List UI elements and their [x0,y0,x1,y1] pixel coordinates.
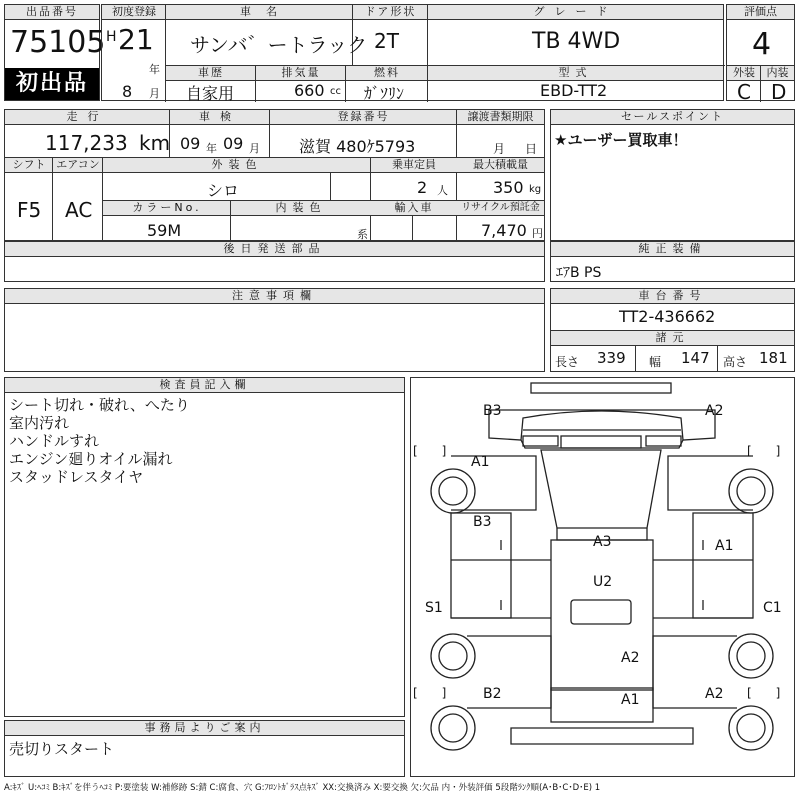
bracket-right-bottom: [ ] [747,686,781,700]
notes-label: 注意事項欄 [5,289,544,304]
int-color-unit: 系 [357,228,368,241]
bracket-left-top: [ ] [413,444,447,458]
doors: 2T [374,29,399,53]
chassis-box [550,288,795,372]
model-label: 型式 [428,66,723,81]
era: H [106,29,117,45]
first-listing-text: 初出品 [15,71,88,96]
capacity: 2 [417,178,428,197]
damage-mark-a3: A3 [593,534,612,550]
damage-diagram [410,377,795,777]
genuine-equipment: ｴｱB PS [556,265,602,281]
history-label: 車歴 [166,66,256,81]
damage-mark-a1-bottom: A1 [621,692,640,708]
mileage-label: 走行 [5,110,170,125]
genuine-label: 純正装備 [551,242,794,257]
grade-label: グレード [428,5,723,20]
damage-mark-a1-left: A1 [471,454,490,470]
inspector-notes [9,396,399,486]
displacement: 660 [294,81,325,100]
interior-label: 内装 [761,66,794,81]
car-name: サンバ゛ートラック [190,33,368,57]
max-load-label: 最大積載量 [457,158,544,173]
recycle-fee: 7,470 [481,221,527,240]
inspection-label: 車検 [170,110,270,125]
inspection-month-unit: 月 [249,142,260,155]
sales-point: ★ユーザー買取車！ [554,131,688,149]
damage-mark-a2-bottom: A2 [705,686,724,702]
fuel: ｶﾞｿﾘﾝ [364,84,405,103]
later-parts-box [4,241,545,282]
ac-label: エアコン [53,158,103,173]
score-box [726,4,795,104]
exterior-label: 外装 [727,66,761,81]
exterior-grade: C [737,80,751,104]
max-load-unit: kg [529,184,542,195]
damage-mark-c1: C1 [763,600,782,616]
sales-point-box [550,109,795,241]
dims-label: 諸元 [551,330,794,346]
plate-number: 滋賀 480ｹ5793 [299,137,416,156]
bracket-left-bottom: [ ] [413,686,447,700]
year-unit: 年 [149,63,160,76]
inspector-note: シート切れ・破れ、へたり [9,396,190,414]
fuel-label: 燃料 [346,66,428,81]
ac: AC [65,198,93,222]
mileage-unit: km [139,131,171,155]
damage-mark-b3-left: B3 [473,514,492,530]
ext-color-label: 外装色 [103,158,371,173]
score-label: 評価点 [727,5,794,20]
first-listing-badge [5,68,99,100]
damage-mark-u2: U2 [593,574,613,590]
inspection-year-unit: 年 [206,142,217,155]
capacity-unit: 人 [437,184,448,197]
car-name-label: 車 名 [166,5,353,20]
recycle-unit: 円 [532,227,543,240]
lot-number-label: 出品番号 [5,5,99,20]
import-label: 輸入車 [371,201,457,216]
inspector-note: エンジン廻りオイル漏れ [9,450,173,468]
damage-mark-a2-mid: A2 [621,650,640,666]
history: 自家用 [186,84,235,103]
plate-label: 登録番号 [270,110,457,125]
transfer-label: 譲渡書類期限 [457,110,544,125]
mileage: 117,233 [45,131,128,155]
first-reg-year: 21 [118,23,154,56]
inspector-label: 検査員記入欄 [5,378,404,393]
displacement-label: 排気量 [256,66,346,81]
damage-mark-s1: S1 [425,600,443,616]
transfer-month-unit: 月 [493,142,506,156]
damage-mark-b2: B2 [483,686,502,702]
notes-box [4,288,545,372]
inspector-note: スタッドレスタイヤ [9,468,144,486]
lot-number: 75105 [10,25,106,60]
chassis-label: 車台番号 [551,289,794,304]
height-label: 高さ [723,355,748,369]
damage-code-legend: A:ｷｽﾞ U:ﾍｺﾐ B:ｷｽﾞを伴うﾍｺﾐ P:要塗装 W:補修跡 S:錆 C:腐食、穴 G:ﾌﾛﾝﾄｶﾞﾗｽ点ｷｽﾞ XX:交換済み X:要交換 欠:欠品 内・外装評価 5段階ﾗﾝｸ順(A･B･C･D･E) 1 [4,783,601,793]
bracket-right-top: [ ] [747,444,781,458]
recycle-label: リサイクル預託金 [457,201,544,216]
office-notice-box [4,720,405,777]
damage-mark-a2-top: A2 [705,403,724,419]
width-label: 幅 [649,355,662,369]
score: 4 [752,27,772,62]
int-color-label: 内装色 [231,201,371,216]
damage-mark-b3-top: B3 [483,403,502,419]
inspector-note: ハンドルすれ [9,432,100,450]
inspection-month: 09 [223,134,244,153]
shift: F5 [17,198,42,222]
office-label: 事務局よりご案内 [5,721,404,736]
width: 147 [681,349,710,367]
grade: TB 4WD [532,29,621,54]
height: 181 [759,349,788,367]
vehicle-info-header [101,4,724,101]
damage-mark-a1-right: A1 [715,538,734,554]
interior-grade: D [771,80,787,104]
office-note: 売切りスタート [9,740,115,758]
inspection-year: 09 [180,134,201,153]
inspector-box [4,377,405,717]
ext-color: シロ [207,181,240,200]
length-label: 長さ [555,355,580,369]
later-parts-label: 後日発送部品 [5,242,544,257]
genuine-equipment-box [550,241,795,282]
model: EBD-TT2 [540,81,608,100]
length: 339 [597,349,626,367]
sales-point-label: セールスポイント [551,110,794,125]
displacement-unit: cc [330,86,341,97]
lot-number-box [4,4,106,101]
doors-label: ドア形状 [353,5,428,20]
month-unit: 月 [149,87,160,100]
inspector-note: 室内汚れ [9,414,70,432]
max-load: 350 [493,178,524,197]
capacity-label: 乗車定員 [371,158,457,173]
first-reg-month: 8 [122,82,133,101]
chassis-number: TT2-436662 [619,307,716,326]
first-reg-label: 初度登録 [102,5,166,20]
shift-label: シフト [5,158,53,173]
color-no: 59M [147,221,182,240]
vehicle-details-box [4,109,545,241]
transfer-day-unit: 日 [525,142,538,156]
color-no-label: カラーNo. [103,201,231,216]
